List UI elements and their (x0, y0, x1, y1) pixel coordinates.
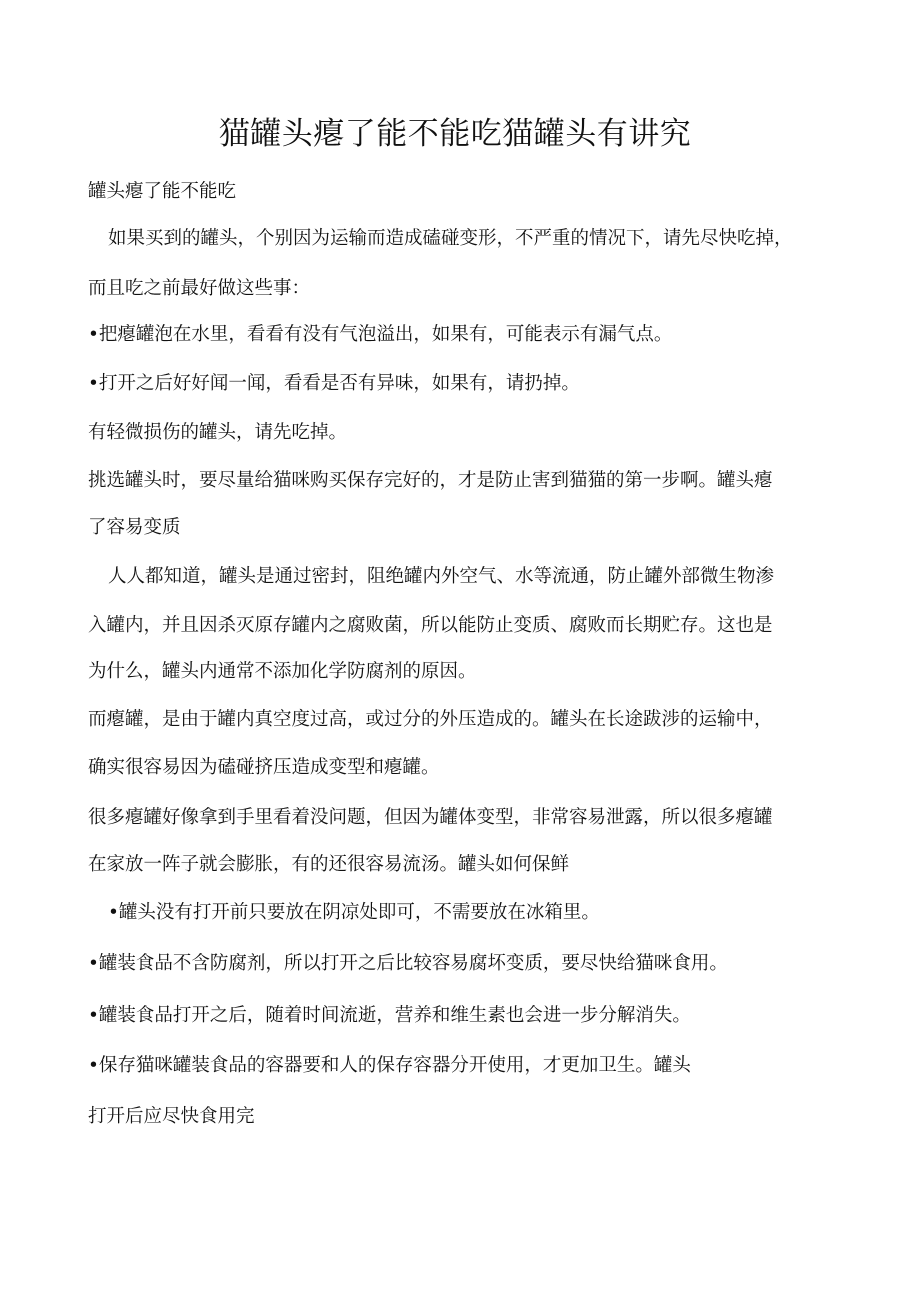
paragraph-line: 人人都知道，罐头是通过密封，阻绝罐内外空气、水等流通，防止罐外部微生物渗 (108, 566, 775, 587)
paragraph-line: 有轻微损伤的罐头，请先吃掉。 (88, 422, 348, 443)
bullet-item: •罐头没有打开前只要放在阴凉处即可，不需要放在冰箱里。 (108, 902, 600, 923)
page-title: 猫罐头瘪了能不能吃猫罐头有讲究 (218, 116, 692, 152)
bullet-item: •罐装食品打开之后，随着时间流逝，营养和维生素也会进一步分解消失。 (88, 1005, 691, 1026)
paragraph-line: 如果买到的罐头，个别因为运输而造成磕碰变形，不严重的情况下，请先尽快吃掉， (108, 228, 793, 249)
bullet-item: •罐装食品不含防腐剂，所以打开之后比较容易腐坏变质，要尽快给猫咪食用。 (88, 953, 728, 974)
paragraph-line: 而且吃之前最好做这些事： (88, 278, 311, 299)
paragraph-line: 而瘪罐，是由于罐内真空度过高，或过分的外压造成的。罐头在长途跋涉的运输中， (88, 709, 773, 730)
paragraph-line: 打开后应尽快食用完 (88, 1106, 255, 1127)
section-heading: 了容易变质 (88, 517, 181, 538)
paragraph-line: 很多瘪罐好像拿到手里看着没问题，但因为罐体变型，非常容易泄露，所以很多瘪罐 (88, 807, 773, 828)
paragraph-line: 挑选罐头时，要尽量给猫咪购买保存完好的，才是防止害到猫猫的第一步啊。罐头瘪 (88, 470, 773, 491)
section-heading: 罐头瘪了能不能吃 (88, 181, 237, 202)
paragraph-line: 在家放一阵子就会膨胀，有的还很容易流汤。罐头如何保鲜 (88, 854, 570, 875)
bullet-item: •把瘪罐泡在水里，看看有没有气泡溢出，如果有，可能表示有漏气点。 (88, 324, 673, 345)
bullet-item: •打开之后好好闻一闻，看看是否有异味，如果有，请扔掉。 (88, 373, 580, 394)
bullet-item: •保存猫咪罐装食品的容器要和人的保存容器分开使用，才更加卫生。罐头 (88, 1055, 691, 1076)
paragraph-line: 入罐内，并且因杀灭原存罐内之腐败菌，所以能防止变质、腐败而长期贮存。这也是 (88, 615, 773, 636)
paragraph-line: 为什么，罐头内通常不添加化学防腐剂的原因。 (88, 661, 477, 682)
paragraph-line: 确实很容易因为磕碰挤压造成变型和瘪罐。 (88, 757, 440, 778)
